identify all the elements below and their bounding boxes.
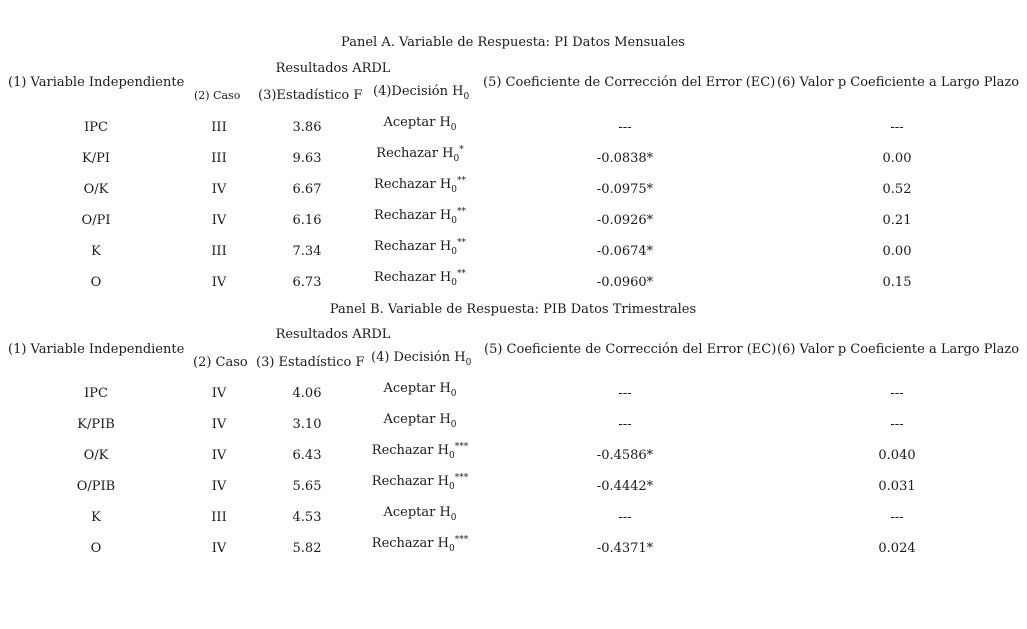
- decision-cell: Rechazar $H_0^{***}$: [371, 473, 469, 492]
- p-cell: ---: [890, 417, 904, 432]
- p-cell: 0.15: [882, 275, 912, 290]
- panel-b-header-decision: (4) Decisión $H_0$: [371, 350, 472, 368]
- var-cell: K: [91, 244, 101, 259]
- panel-a-title: Panel A. Variable de Respuesta: PI Datos Mensuales: [341, 35, 685, 50]
- var-cell: O: [90, 275, 102, 290]
- caso-cell: IV: [211, 275, 227, 290]
- f-cell: 3.86: [292, 120, 322, 135]
- f-cell: 5.65: [292, 479, 322, 494]
- caso-cell: III: [211, 244, 227, 259]
- var-cell: O/K: [83, 182, 109, 197]
- f-cell: 6.67: [292, 182, 322, 197]
- var-cell: K/PI: [82, 151, 110, 166]
- f-cell: 6.16: [292, 213, 322, 228]
- caso-cell: III: [211, 151, 227, 166]
- caso-cell: IV: [211, 448, 227, 463]
- ec-cell: -0.4371*: [596, 541, 654, 556]
- decision-cell: Rechazar $H_0^{***}$: [371, 535, 469, 554]
- ec-cell: ---: [618, 120, 632, 135]
- f-cell: 3.10: [292, 417, 322, 432]
- p-cell: ---: [890, 386, 904, 401]
- p-cell: 0.00: [882, 244, 912, 259]
- panel-b-title: Panel B. Variable de Respuesta: PIB Datos Trimestrales: [329, 302, 697, 317]
- f-cell: 4.06: [292, 386, 322, 401]
- var-cell: K/PIB: [77, 417, 115, 432]
- ec-cell: ---: [618, 386, 632, 401]
- p-cell: ---: [890, 120, 904, 135]
- decision-cell: Rechazar $H_0^{**}$: [374, 269, 466, 288]
- decision-cell: Rechazar $H_0^{**}$: [374, 176, 466, 195]
- panel-a-header-fstat: (3)Estadístico F: [258, 88, 363, 103]
- f-cell: 4.53: [292, 510, 322, 525]
- caso-cell: IV: [211, 541, 227, 556]
- panel-b-header-pval: (6) Valor p Coeficiente a Largo Plazo: [777, 342, 1020, 357]
- panel-b-header-caso: (2) Caso: [193, 355, 248, 370]
- p-cell: 0.031: [878, 479, 916, 494]
- p-cell: 0.024: [878, 541, 916, 556]
- decision-cell: Rechazar $H_0^{**}$: [374, 207, 466, 226]
- f-cell: 7.34: [292, 244, 322, 259]
- panel-a-header-ec: (5) Coeficiente de Corrección del Error (EC): [483, 75, 776, 90]
- p-cell: ---: [890, 510, 904, 525]
- panel-b-header-ec: (5) Coeficiente de Corrección del Error (EC): [484, 342, 777, 357]
- ec-cell: -0.0926*: [596, 213, 654, 228]
- panel-b-ardl-label: Resultados ARDL: [275, 327, 391, 342]
- ec-cell: -0.4442*: [596, 479, 654, 494]
- var-cell: IPC: [84, 120, 108, 135]
- panel-a-header-indep: (1) Variable Independiente: [8, 75, 185, 90]
- caso-cell: IV: [211, 479, 227, 494]
- caso-cell: IV: [211, 182, 227, 197]
- f-cell: 9.63: [292, 151, 322, 166]
- panel-a-ardl-label: Resultados ARDL: [275, 61, 391, 76]
- caso-cell: III: [211, 120, 227, 135]
- panel-a-header-decision: (4)Decisión $H_0$: [373, 84, 470, 102]
- var-cell: O/K: [83, 448, 109, 463]
- var-cell: K: [91, 510, 101, 525]
- p-cell: 0.040: [878, 448, 916, 463]
- p-cell: 0.52: [882, 182, 912, 197]
- panel-a-header-caso: (2) Caso: [194, 89, 241, 102]
- decision-cell: Rechazar $H_0^*$: [376, 145, 464, 164]
- caso-cell: IV: [211, 213, 227, 228]
- ec-cell: -0.0975*: [596, 182, 654, 197]
- panel-a-header-pval: (6) Valor p Coeficiente a Largo Plazo: [777, 75, 1020, 90]
- p-cell: 0.00: [882, 151, 912, 166]
- panel-b-header-indep: (1) Variable Independiente: [8, 342, 185, 357]
- var-cell: O/PI: [81, 213, 111, 228]
- decision-cell: Aceptar $H_0$: [383, 115, 457, 133]
- ec-cell: -0.0960*: [596, 275, 654, 290]
- f-cell: 6.43: [292, 448, 322, 463]
- panel-b-header-fstat: (3) Estadístico F: [256, 355, 365, 370]
- ec-cell: -0.0838*: [596, 151, 654, 166]
- caso-cell: IV: [211, 386, 227, 401]
- f-cell: 6.73: [292, 275, 322, 290]
- decision-cell: Aceptar $H_0$: [383, 505, 457, 523]
- decision-cell: Rechazar $H_0^{***}$: [371, 442, 469, 461]
- ec-cell: ---: [618, 510, 632, 525]
- decision-cell: Rechazar $H_0^{**}$: [374, 238, 466, 257]
- var-cell: O: [90, 541, 102, 556]
- ec-cell: ---: [618, 417, 632, 432]
- var-cell: IPC: [84, 386, 108, 401]
- var-cell: O/PIB: [76, 479, 116, 494]
- decision-cell: Aceptar $H_0$: [383, 381, 457, 399]
- ec-cell: -0.4586*: [596, 448, 654, 463]
- caso-cell: III: [211, 510, 227, 525]
- decision-cell: Aceptar $H_0$: [383, 412, 457, 430]
- caso-cell: IV: [211, 417, 227, 432]
- f-cell: 5.82: [292, 541, 322, 556]
- p-cell: 0.21: [882, 213, 912, 228]
- ec-cell: -0.0674*: [596, 244, 654, 259]
